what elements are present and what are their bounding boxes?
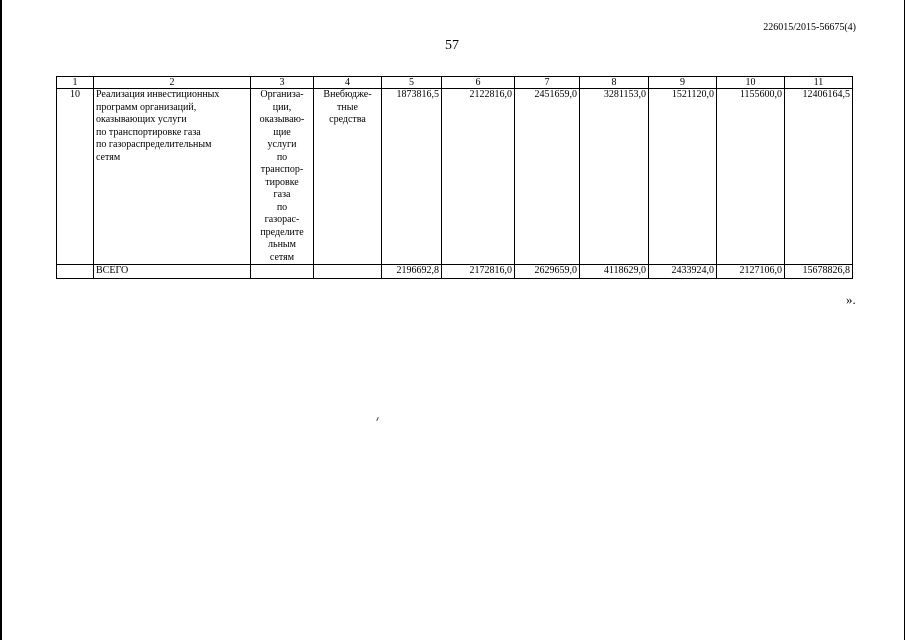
total-row [57, 265, 853, 279]
column-number: 2 [94, 77, 251, 89]
organization-line: транспор- [260, 164, 304, 175]
column-number: 7 [515, 77, 580, 89]
empty-cell [57, 265, 94, 279]
total-value-cell: 4118629,0 [580, 265, 649, 279]
value-cell: 2451659,0 [515, 89, 580, 265]
value-cell: 1155600,0 [717, 89, 785, 265]
total-value-cell: 2196692,8 [382, 265, 442, 279]
value-cell: 12406164,5 [785, 89, 853, 265]
program-name-line: сетям [96, 151, 121, 163]
column-number: 8 [580, 77, 649, 89]
budget-table [56, 76, 853, 279]
organization-line: по [276, 201, 288, 213]
funding-source-line: тные [337, 101, 358, 113]
organization-line: ции, [272, 101, 292, 113]
total-value-cell: 15678826,8 [785, 265, 853, 279]
total-value-cell: 2629659,0 [515, 265, 580, 279]
column-number-row [57, 77, 853, 89]
organization-line: газорас- [264, 214, 300, 225]
table-row [57, 89, 853, 265]
column-number: 5 [382, 77, 442, 89]
organization-line: Организа- [260, 89, 304, 100]
column-number: 11 [785, 77, 853, 89]
total-value-cell: 2433924,0 [649, 265, 717, 279]
total-value-cell: 2172816,0 [442, 265, 515, 279]
row-number: 10 [57, 89, 94, 265]
column-number: 3 [251, 77, 314, 89]
organization-line: по [276, 151, 288, 163]
value-cell: 3281153,0 [580, 89, 649, 265]
program-name-line: оказывающих услуги [96, 114, 187, 125]
program-name-line: по транспортировке газа [96, 126, 201, 138]
value-cell: 2122816,0 [442, 89, 515, 265]
empty-cell [251, 265, 314, 279]
funding-source-cell [314, 89, 382, 265]
total-label: ВСЕГО [94, 265, 251, 279]
column-number: 10 [717, 77, 785, 89]
program-name-line: по газораспределительным [96, 139, 212, 150]
value-cell: 1873816,5 [382, 89, 442, 265]
organization-line: льным [268, 239, 296, 250]
program-name-line: Реализация инвестиционных [96, 89, 220, 100]
page-number: 57 [445, 38, 459, 53]
organization-line: услуги [267, 139, 297, 150]
column-number: 9 [649, 77, 717, 89]
organization-line: сетям [269, 251, 295, 263]
page-border-left [0, 0, 2, 640]
funding-source-line: Внебюдже- [323, 89, 372, 100]
program-name-line: программ организаций, [96, 101, 197, 113]
organization-line: газа [273, 189, 291, 200]
scan-speck [376, 417, 379, 421]
closing-quote-mark: ». [846, 292, 856, 307]
funding-source-line: средства [329, 114, 366, 125]
value-cell: 1521120,0 [649, 89, 717, 265]
organization-cell [251, 89, 314, 265]
total-value-cell: 2127106,0 [717, 265, 785, 279]
empty-cell [314, 265, 382, 279]
document-id: 226015/2015-56675(4) [763, 22, 856, 33]
column-number: 1 [57, 77, 94, 89]
organization-line: пределите [260, 226, 304, 238]
organization-line: оказываю- [259, 114, 305, 125]
organization-line: щие [273, 126, 291, 138]
column-number: 4 [314, 77, 382, 89]
program-name-cell [94, 89, 251, 265]
organization-line: тировке [265, 176, 299, 188]
column-number: 6 [442, 77, 515, 89]
